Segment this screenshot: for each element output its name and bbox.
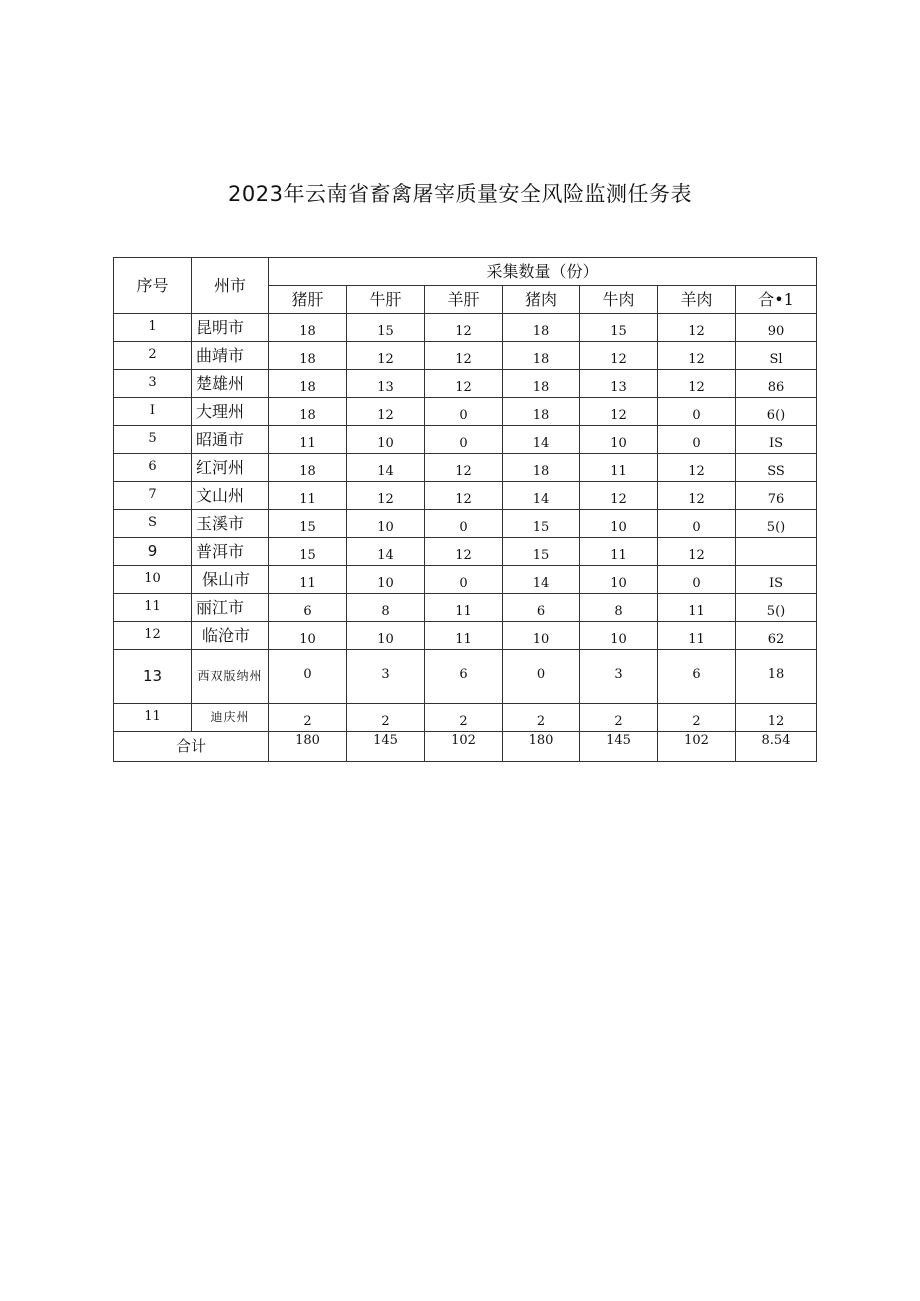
cell-value: 12	[658, 454, 736, 482]
cell-subtotal: IS	[736, 566, 817, 594]
cell-subtotal: 90	[736, 314, 817, 342]
cell-value: 12	[425, 538, 503, 566]
cell-value: 11	[269, 482, 347, 510]
row-seq: 13	[114, 650, 192, 704]
cell-value: 15	[503, 538, 580, 566]
cell-value: 0	[658, 426, 736, 454]
row-city: 昆明市	[192, 314, 269, 342]
row-city: 玉溪市	[192, 510, 269, 538]
cell-value: 14	[503, 482, 580, 510]
cell-value: 6	[658, 650, 736, 704]
cell-value: 18	[503, 454, 580, 482]
cell-subtotal: IS	[736, 426, 817, 454]
cell-value: 6	[425, 650, 503, 704]
table-row	[114, 594, 817, 622]
cell-value: 12	[425, 482, 503, 510]
cell-value: 0	[425, 398, 503, 426]
cell-value: 18	[269, 314, 347, 342]
header-col-pork: 猪肉	[503, 286, 580, 314]
cell-subtotal: 18	[736, 650, 817, 704]
cell-value: 10	[580, 426, 658, 454]
cell-subtotal: 12	[736, 704, 817, 732]
total-label: 合计	[114, 732, 269, 762]
table-row	[114, 454, 817, 482]
cell-value: 10	[580, 566, 658, 594]
cell-value: 0	[503, 650, 580, 704]
cell-subtotal: 62	[736, 622, 817, 650]
row-seq: 11	[114, 594, 192, 622]
header-quantity-group: 采集数量（份）	[269, 258, 817, 286]
cell-value: 12	[580, 398, 658, 426]
cell-value: 0	[425, 426, 503, 454]
cell-value: 14	[503, 566, 580, 594]
table-row	[114, 622, 817, 650]
table-row	[114, 704, 817, 732]
cell-value: 14	[347, 454, 425, 482]
cell-subtotal: SS	[736, 454, 817, 482]
cell-value: 18	[269, 370, 347, 398]
header-seq: 序号	[114, 258, 192, 314]
header-col-sheep-liver: 羊肝	[425, 286, 503, 314]
row-seq: 12	[114, 622, 192, 650]
row-seq: 10	[114, 566, 192, 594]
header-col-pig-liver: 猪肝	[269, 286, 347, 314]
row-seq: 7	[114, 482, 192, 510]
cell-value: 18	[503, 314, 580, 342]
cell-value: 2	[347, 704, 425, 732]
header-col-mutton: 羊肉	[658, 286, 736, 314]
row-city: 丽江市	[192, 594, 269, 622]
cell-value: 11	[269, 426, 347, 454]
cell-value: 2	[503, 704, 580, 732]
cell-value: 12	[580, 342, 658, 370]
row-city: 曲靖市	[192, 342, 269, 370]
row-city: 昭通市	[192, 426, 269, 454]
cell-value: 15	[269, 510, 347, 538]
cell-value: 15	[269, 538, 347, 566]
cell-value: 18	[269, 398, 347, 426]
cell-value: 0	[425, 510, 503, 538]
cell-subtotal: 5()	[736, 594, 817, 622]
cell-value: 0	[425, 566, 503, 594]
header-col-beef: 牛肉	[580, 286, 658, 314]
cell-value: 8	[347, 594, 425, 622]
cell-value: 15	[347, 314, 425, 342]
total-grand: 8.54	[736, 732, 817, 762]
cell-value: 10	[580, 510, 658, 538]
row-seq: 3	[114, 370, 192, 398]
cell-value: 10	[580, 622, 658, 650]
cell-value: 13	[580, 370, 658, 398]
cell-value: 11	[580, 454, 658, 482]
table-row	[114, 370, 817, 398]
cell-value: 18	[503, 370, 580, 398]
cell-subtotal: 86	[736, 370, 817, 398]
cell-value: 6	[269, 594, 347, 622]
cell-subtotal: Sl	[736, 342, 817, 370]
cell-value: 12	[425, 342, 503, 370]
cell-value: 11	[658, 594, 736, 622]
cell-value: 11	[658, 622, 736, 650]
cell-value: 0	[658, 510, 736, 538]
table-row	[114, 342, 817, 370]
cell-value: 10	[347, 566, 425, 594]
header-city: 州市	[192, 258, 269, 314]
cell-value: 10	[347, 426, 425, 454]
total-value: 145	[580, 732, 658, 762]
cell-value: 15	[503, 510, 580, 538]
row-seq: 5	[114, 426, 192, 454]
cell-value: 12	[347, 398, 425, 426]
cell-value: 14	[503, 426, 580, 454]
cell-value: 12	[658, 314, 736, 342]
cell-value: 0	[269, 650, 347, 704]
table-row	[114, 314, 817, 342]
total-value: 102	[425, 732, 503, 762]
cell-value: 6	[503, 594, 580, 622]
table-row	[114, 426, 817, 454]
cell-value: 10	[503, 622, 580, 650]
cell-subtotal: 5()	[736, 510, 817, 538]
header-col-cattle-liver: 牛肝	[347, 286, 425, 314]
table-row	[114, 538, 817, 566]
cell-subtotal: 76	[736, 482, 817, 510]
cell-value: 8	[580, 594, 658, 622]
cell-value: 14	[347, 538, 425, 566]
cell-value: 12	[658, 370, 736, 398]
row-seq: I	[114, 398, 192, 426]
cell-value: 10	[269, 622, 347, 650]
row-city: 大理州	[192, 398, 269, 426]
cell-subtotal	[736, 538, 817, 566]
cell-value: 10	[347, 510, 425, 538]
row-seq: 2	[114, 342, 192, 370]
cell-value: 11	[425, 622, 503, 650]
cell-value: 18	[269, 454, 347, 482]
cell-value: 12	[658, 538, 736, 566]
cell-value: 0	[658, 566, 736, 594]
row-city: 保山市	[192, 566, 269, 594]
cell-value: 11	[269, 566, 347, 594]
total-row	[114, 732, 817, 762]
cell-value: 11	[580, 538, 658, 566]
row-seq: S	[114, 510, 192, 538]
table-row	[114, 510, 817, 538]
row-seq: 6	[114, 454, 192, 482]
cell-value: 13	[347, 370, 425, 398]
cell-subtotal: 6()	[736, 398, 817, 426]
row-city: 普洱市	[192, 538, 269, 566]
cell-value: 3	[347, 650, 425, 704]
row-city: 红河州	[192, 454, 269, 482]
cell-value: 18	[503, 342, 580, 370]
cell-value: 2	[269, 704, 347, 732]
header-row-group	[114, 258, 817, 286]
row-city: 迪庆州	[192, 704, 269, 732]
cell-value: 0	[658, 398, 736, 426]
page-title: 2023年云南省畜禽屠宰质量安全风险监测任务表	[228, 182, 692, 206]
cell-value: 2	[580, 704, 658, 732]
header-col-subtotal: 合•1	[736, 286, 817, 314]
cell-value: 2	[425, 704, 503, 732]
cell-value: 12	[425, 454, 503, 482]
total-value: 180	[269, 732, 347, 762]
total-value: 102	[658, 732, 736, 762]
cell-value: 12	[580, 482, 658, 510]
total-value: 180	[503, 732, 580, 762]
task-table	[113, 257, 817, 762]
cell-value: 12	[347, 482, 425, 510]
table-row	[114, 398, 817, 426]
row-city: 西双版纳州	[192, 650, 269, 704]
total-value: 145	[347, 732, 425, 762]
cell-value: 12	[347, 342, 425, 370]
cell-value: 10	[347, 622, 425, 650]
row-seq: 11	[114, 704, 192, 732]
table-row	[114, 482, 817, 510]
row-seq: 1	[114, 314, 192, 342]
cell-value: 2	[658, 704, 736, 732]
table-row	[114, 566, 817, 594]
cell-value: 12	[425, 370, 503, 398]
cell-value: 12	[425, 314, 503, 342]
cell-value: 18	[269, 342, 347, 370]
row-seq: 9	[114, 538, 192, 566]
cell-value: 15	[580, 314, 658, 342]
row-city: 楚雄州	[192, 370, 269, 398]
cell-value: 11	[425, 594, 503, 622]
row-city: 文山州	[192, 482, 269, 510]
table-row	[114, 650, 817, 704]
row-city: 临沧市	[192, 622, 269, 650]
cell-value: 12	[658, 342, 736, 370]
cell-value: 3	[580, 650, 658, 704]
cell-value: 18	[503, 398, 580, 426]
cell-value: 12	[658, 482, 736, 510]
